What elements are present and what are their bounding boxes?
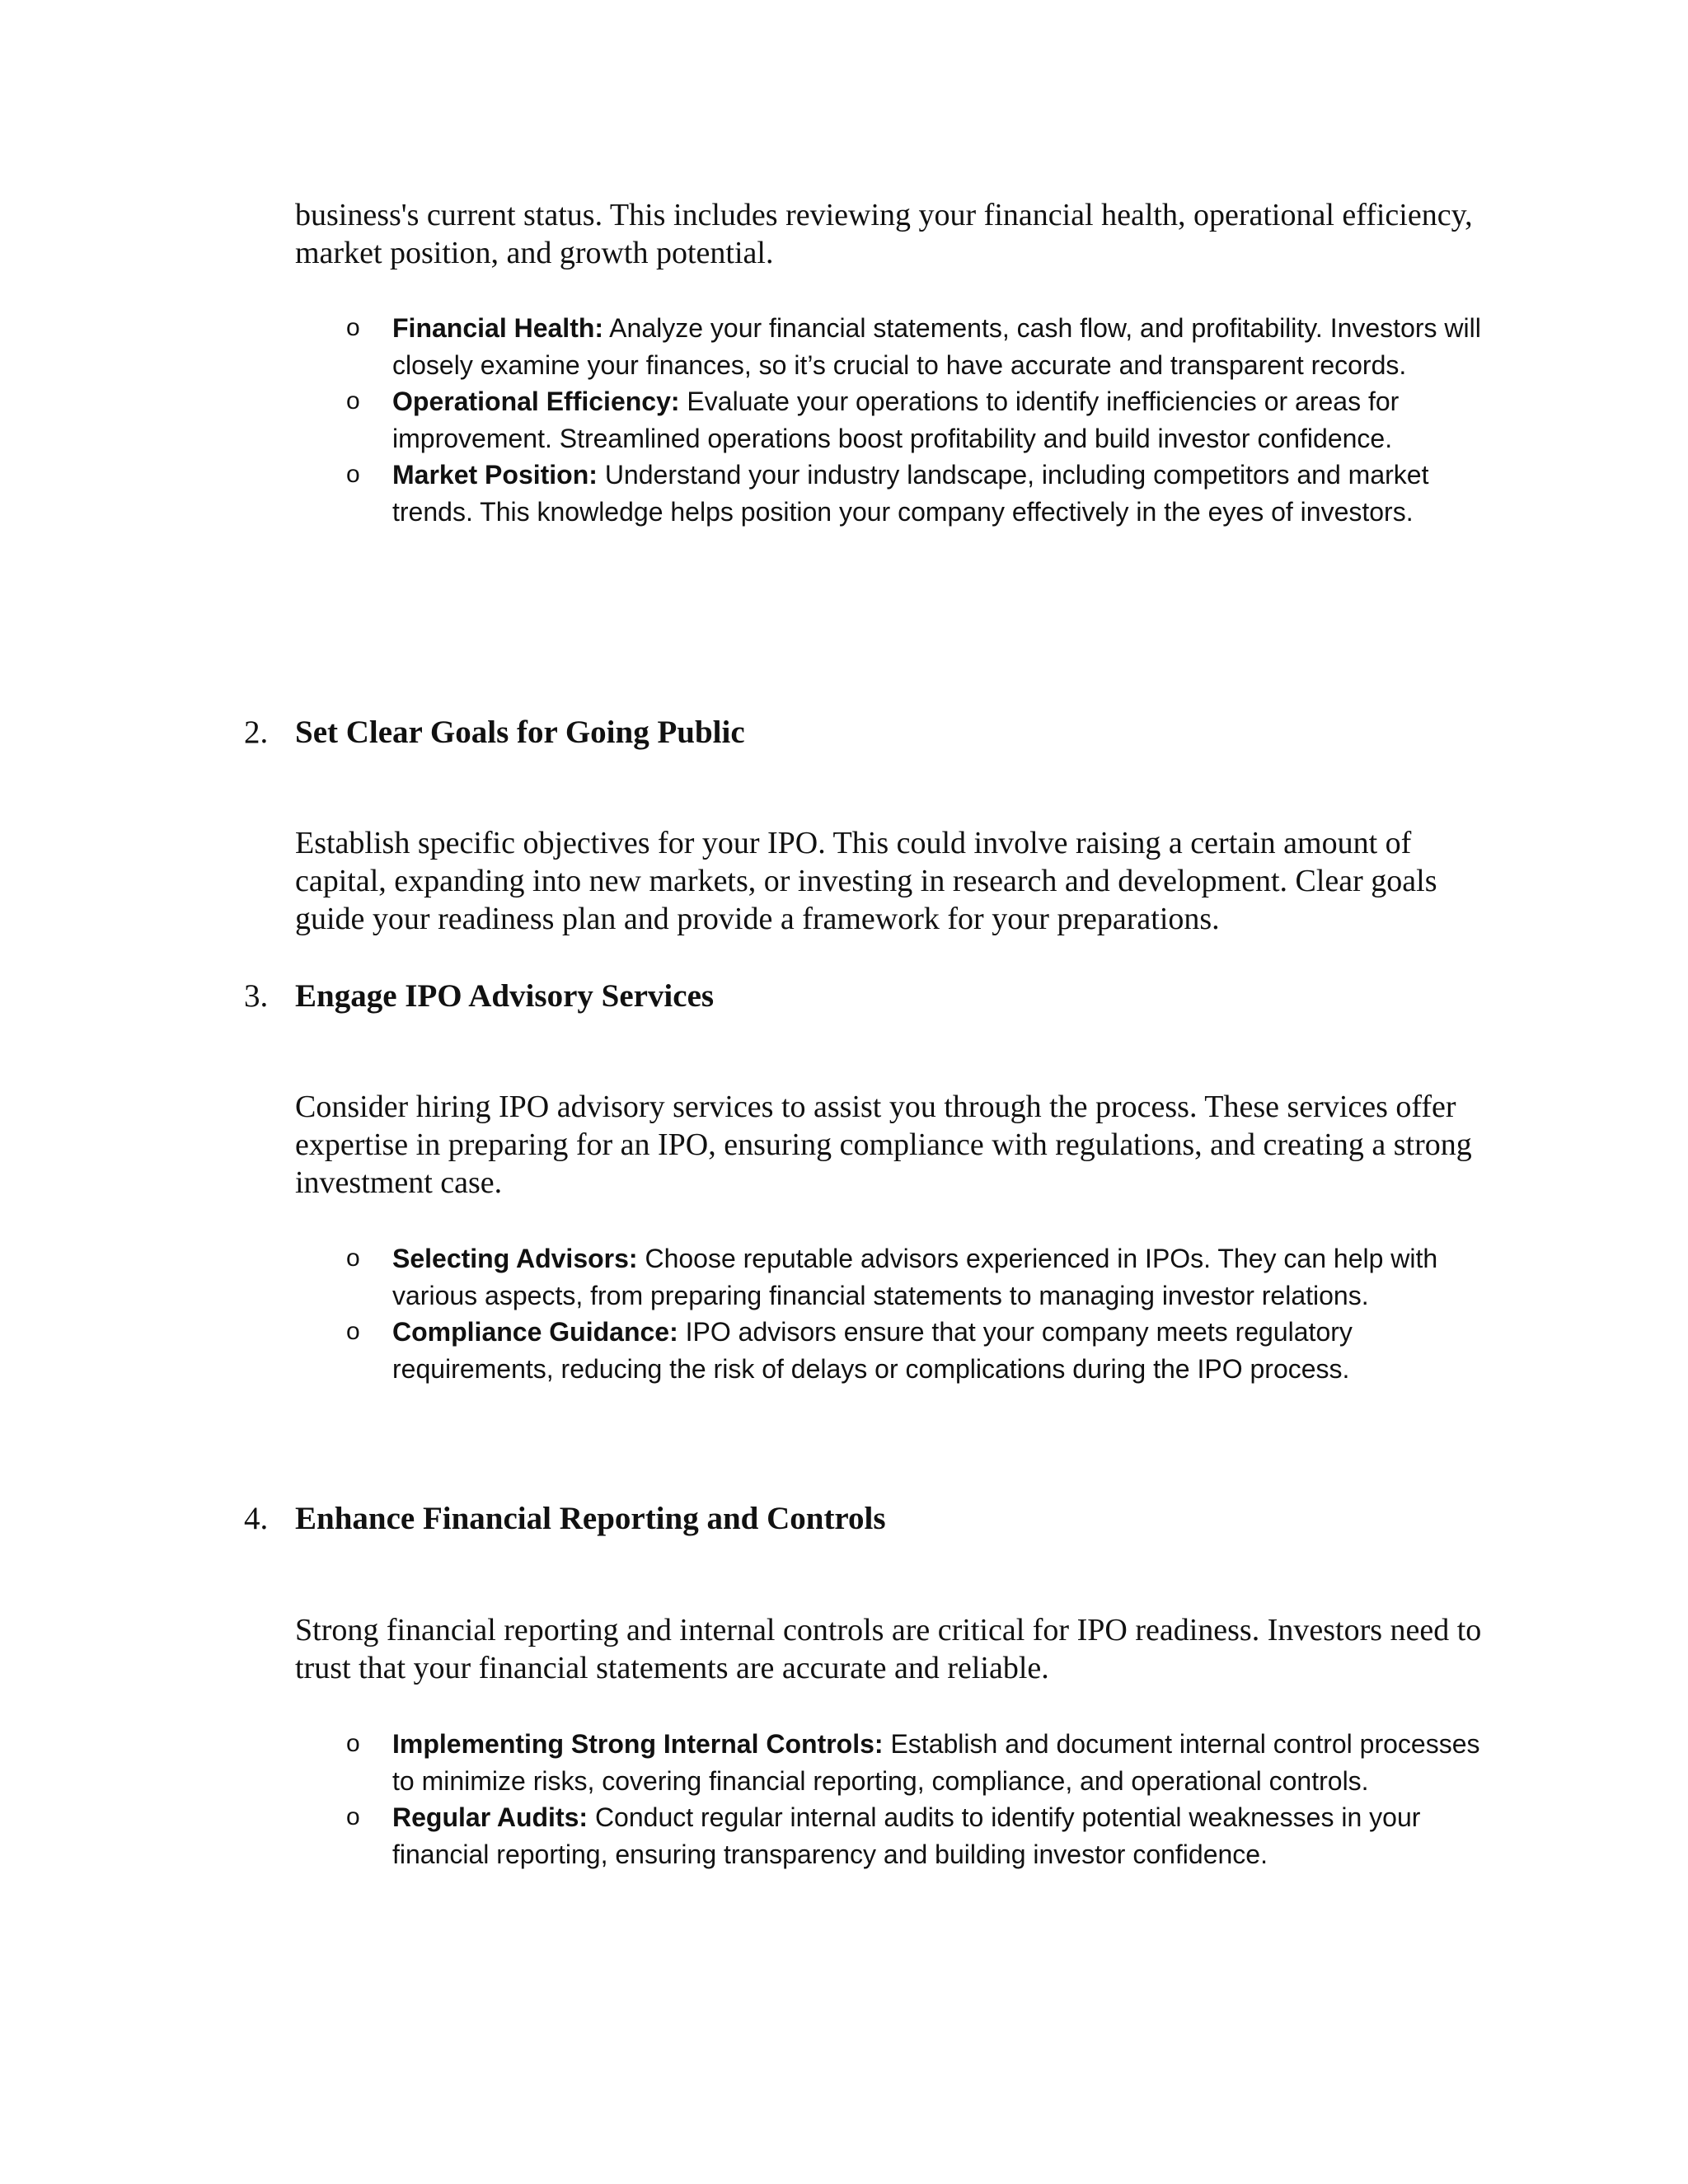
bullet-text: Establish and document internal control processes to minimize risks, covering financial reporting, compliance, and operational controls. [392, 1729, 1480, 1796]
section-4-paragraph: Strong financial reporting and internal controls are critical for IPO readiness. Investors need to trust that your financial statements are accurate and reliable. [295, 1613, 1482, 1685]
section-3-paragraph: Consider hiring IPO advisory services to assist you through the process. These services offer expertise in preparing for an IPO, ensuring compliance with regulations, and creating a strong investment case. [295, 1090, 1472, 1200]
bullet-marker: o [346, 314, 360, 341]
list-item [346, 1726, 1484, 1799]
bullet-lead: Selecting Advisors: [392, 1244, 638, 1273]
list-item [346, 1314, 1484, 1387]
section-number: 3. [244, 978, 269, 1014]
section-title: Set Clear Goals for Going Public [295, 715, 745, 750]
bullet-lead: Compliance Guidance: [392, 1317, 678, 1347]
bullet-text: Conduct regular internal audits to identify potential weaknesses in your financial reporting, ensuring transparency and building investor confidence. [392, 1802, 1421, 1869]
bullet-marker: o [346, 1318, 360, 1345]
bullet-lead: Regular Audits: [392, 1802, 588, 1832]
section-title: Engage IPO Advisory Services [295, 978, 715, 1014]
list-item [346, 383, 1484, 457]
section-title: Enhance Financial Reporting and Controls [295, 1501, 886, 1536]
bullet-marker: o [346, 1244, 360, 1272]
intro-bullet-list [346, 310, 1484, 530]
section-number: 4. [244, 1501, 269, 1536]
section-heading-2 [244, 714, 1480, 752]
bullet-text: Analyze your financial statements, cash flow, and profitability. Investors will closely examine your finances, so it’s crucial to have accurate and transparent records. [392, 313, 1481, 380]
bullet-text: Understand your industry landscape, including competitors and market trends. This knowledge helps position your company effectively in the eyes of investors. [392, 460, 1429, 527]
bullet-marker: o [346, 387, 360, 415]
bullet-lead: Operational Efficiency: [392, 387, 680, 416]
bullet-text: Choose reputable advisors experienced in IPOs. They can help with various aspects, from preparing financial statements to managing investor relations. [392, 1244, 1438, 1310]
bullet-marker: o [346, 1803, 360, 1830]
list-item [346, 1799, 1484, 1872]
bullet-lead: Financial Health: [392, 313, 604, 343]
section-heading-3 [244, 977, 1480, 1015]
section-2-paragraph: Establish specific objectives for your IPO. This could involve raising a certain amount of capital, expanding into new markets, or investing in research and development. Clear goals guide your readiness plan and provide a framework for your preparations. [295, 826, 1437, 936]
list-item [346, 1240, 1484, 1314]
intro-paragraph: business's current status. This includes reviewing your financial health, operational efficiency, market position, and growth potential. [295, 198, 1473, 270]
bullet-marker: o [346, 461, 360, 488]
bullet-marker: o [346, 1730, 360, 1757]
section-number: 2. [244, 715, 269, 750]
list-item [346, 310, 1484, 383]
list-item [346, 457, 1484, 530]
bullet-text: Evaluate your operations to identify inefficiencies or areas for improvement. Streamlined operations boost profitability and build investor confidence. [392, 387, 1400, 453]
bullet-lead: Implementing Strong Internal Controls: [392, 1729, 884, 1759]
bullet-lead: Market Position: [392, 460, 598, 490]
section-4-bullet-list [346, 1726, 1484, 1872]
section-3-bullet-list [346, 1240, 1484, 1387]
bullet-text: IPO advisors ensure that your company meets regulatory requirements, reducing the risk of delays or complications during the IPO process. [392, 1317, 1353, 1384]
section-heading-4 [244, 1500, 1480, 1538]
